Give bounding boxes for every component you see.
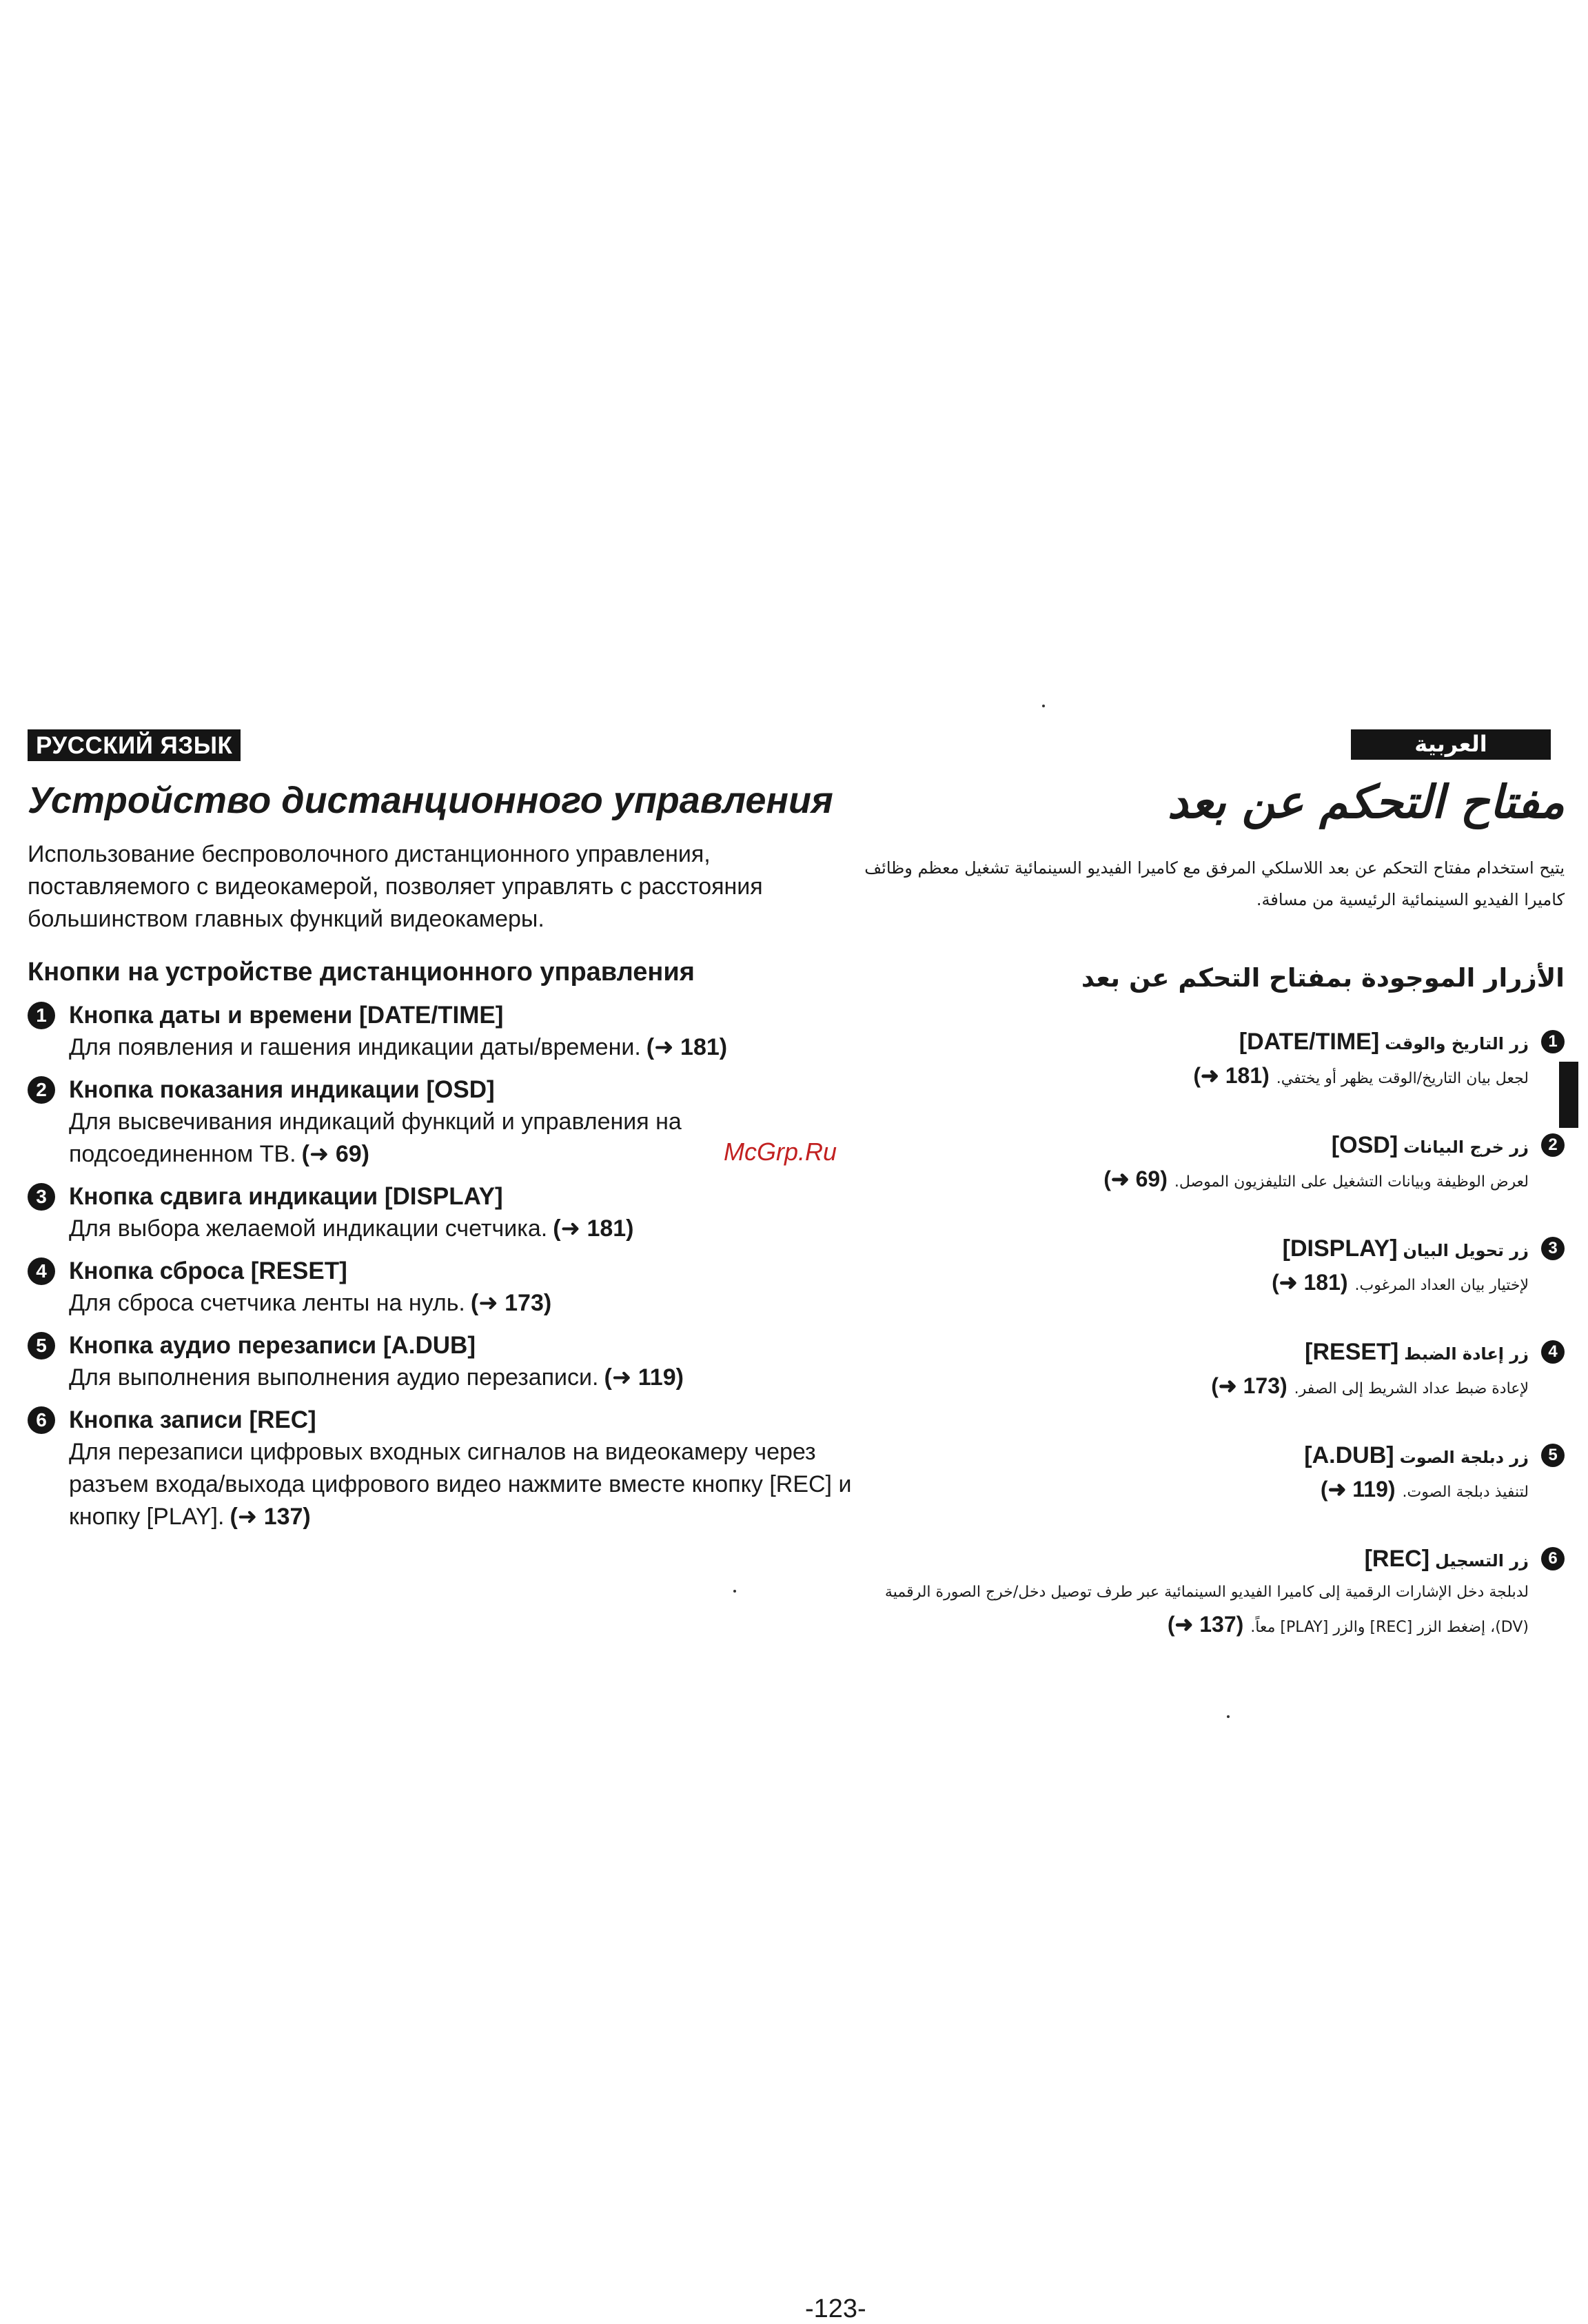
ar-item-desc-text: لإعادة ضبط عداد الشريط إلى الصفر. — [1294, 1380, 1529, 1397]
page-reference: (➜ 181) — [553, 1215, 634, 1242]
ru-item-desc-text: Для перезаписи цифровых входных сигналов на видеокамеру через разъем входа/выхода цифрового видео нажмите вместе кнопку [REC] и кнопку [PLAY]. — [69, 1439, 852, 1530]
arabic-section-heading: الأزرار الموجودة بمفتاح التحكم عن بعد — [1081, 963, 1565, 993]
ru-item-desc-text: Для высвечивания индикаций функций и управления на подсоединенном ТВ. — [69, 1109, 682, 1167]
ar-item-description — [862, 1266, 1529, 1302]
button-tag: [A.DUB] — [1304, 1442, 1394, 1468]
ar-item-title — [862, 1233, 1529, 1266]
ru-item-description — [69, 1287, 855, 1320]
ru-item-desc-text: Для выполнения выполнения аудио перезаписи. — [69, 1364, 599, 1391]
arabic-page-title: مفتاح التحكم عن بعد — [1167, 775, 1565, 829]
page-reference: (➜ 119) — [604, 1364, 684, 1391]
ru-item-description — [69, 1031, 855, 1064]
russian-button-list — [28, 999, 855, 1533]
number-badge: 2 — [28, 1076, 55, 1104]
ar-item-desc-text: لجعل بيان التاريخ/الوقت يظهر أو يختفي. — [1276, 1070, 1529, 1087]
ar-item-desc-text: لعرض الوظيفة وبيانات التشغيل على التليفزيون الموصل. — [1174, 1173, 1529, 1191]
ar-item-date-time — [862, 1026, 1565, 1095]
button-tag: [RESET] — [1305, 1339, 1399, 1365]
arabic-column — [862, 729, 1565, 1678]
ar-item-description — [862, 1473, 1529, 1508]
russian-intro: Использование беспроволочного дистанционного управления, поставляемого с видеокамерой, позволяет управлять с расстояния большинством главных функций видеокамеры. — [28, 841, 763, 932]
ar-item-title — [862, 1439, 1529, 1473]
number-badge: 4 — [28, 1257, 55, 1285]
ar-item-label: زر دبلجة الصوت — [1399, 1448, 1529, 1467]
ru-item-rec — [28, 1404, 855, 1533]
ru-item-desc-text: Для выбора желаемой индикации счетчика. — [69, 1215, 548, 1242]
ar-item-label: زر تحويل البيان — [1403, 1241, 1529, 1260]
ru-item-title: Кнопка сброса [RESET] — [69, 1257, 347, 1284]
number-badge: 4 — [1541, 1340, 1565, 1364]
ru-item-desc-text: Для сброса счетчика ленты на нуль. — [69, 1290, 465, 1316]
print-speck — [1042, 705, 1045, 707]
ar-item-desc-text: لدبلجة دخل الإشارات الرقمية إلى كاميرا الفيديو السينمائية عبر طرف توصيل دخل/خرج الصورة الرقمية (DV)، إضغط الزر [REC] والزر [PLAY] معاً. — [884, 1584, 1529, 1636]
ar-item-label: زر خرج البيانات — [1403, 1138, 1529, 1157]
button-tag: [DISPLAY] — [1282, 1235, 1398, 1262]
number-badge: 2 — [1541, 1133, 1565, 1157]
ar-item-title — [862, 1129, 1529, 1163]
ar-item-a-dub — [862, 1439, 1565, 1508]
ru-item-a-dub — [28, 1329, 855, 1394]
ru-item-title: Кнопка аудио перезаписи [A.DUB] — [69, 1332, 476, 1359]
russian-page-title: Устройство дистанционного управления — [28, 780, 833, 821]
ar-item-label: زر إعادة الضبط — [1404, 1344, 1529, 1364]
ru-item-display — [28, 1180, 855, 1245]
button-tag: [DATE/TIME] — [1239, 1029, 1380, 1055]
russian-language-badge: РУССКИЙ ЯЗЫК — [28, 729, 241, 761]
button-tag: [OSD] — [1331, 1132, 1398, 1158]
ru-item-title: Кнопка записи [REC] — [69, 1406, 316, 1433]
page-reference: (➜ 119) — [1320, 1477, 1396, 1502]
ar-item-title — [862, 1543, 1529, 1577]
number-badge: 6 — [28, 1406, 55, 1434]
ru-item-description — [69, 1213, 855, 1245]
page-reference: (➜ 137) — [230, 1504, 311, 1530]
page-reference: (➜ 181) — [646, 1034, 728, 1060]
arabic-intro: يتيح استخدام مفتاح التحكم عن بعد اللاسلكي المرفق مع كاميرا الفيديو السينمائية تشغيل معظم وظائف كاميرا الفيديو السينمائية الرئيسية من مسافة. — [864, 858, 1565, 909]
ar-item-label: زر التاريخ والوقت — [1385, 1034, 1529, 1053]
ar-item-title — [862, 1026, 1529, 1060]
ar-item-label: زر التسجيل — [1435, 1551, 1529, 1570]
page-reference: (➜ 137) — [1167, 1612, 1244, 1637]
ar-item-reset — [862, 1336, 1565, 1405]
page-reference: (➜ 69) — [1103, 1166, 1168, 1191]
ru-item-date-time — [28, 999, 855, 1064]
ar-item-description — [862, 1163, 1529, 1198]
ar-item-title — [862, 1336, 1529, 1370]
ar-item-osd — [862, 1129, 1565, 1198]
button-tag: [REC] — [1364, 1546, 1430, 1572]
ar-item-description — [862, 1370, 1529, 1405]
thumb-index-tab — [1559, 1062, 1578, 1128]
page-reference: (➜ 173) — [470, 1290, 552, 1316]
ar-item-description — [862, 1577, 1529, 1644]
number-badge: 1 — [28, 1002, 55, 1029]
ar-item-description — [862, 1060, 1529, 1095]
number-badge: 5 — [28, 1332, 55, 1360]
arabic-language-badge: العربية — [1351, 729, 1551, 760]
ar-item-desc-text: لتنفيذ دبلجة الصوت. — [1402, 1484, 1529, 1501]
ru-item-title: Кнопка показания индикации [OSD] — [69, 1076, 495, 1103]
ar-item-desc-text: لإختيار بيان العداد المرغوب. — [1354, 1277, 1529, 1294]
ru-item-title: Кнопка даты и времени [DATE/TIME] — [69, 1002, 504, 1029]
page-reference: (➜ 181) — [1272, 1270, 1348, 1295]
number-badge: 6 — [1541, 1547, 1565, 1570]
page-reference: (➜ 69) — [301, 1141, 369, 1167]
number-badge: 5 — [1541, 1444, 1565, 1467]
ru-item-reset — [28, 1255, 855, 1320]
print-speck — [733, 1590, 736, 1593]
page-reference: (➜ 181) — [1193, 1063, 1270, 1088]
ru-item-desc-text: Для появления и гашения индикации даты/времени. — [69, 1034, 641, 1060]
ru-item-description — [69, 1436, 855, 1533]
ru-item-title: Кнопка сдвига индикации [DISPLAY] — [69, 1183, 503, 1210]
number-badge: 3 — [1541, 1237, 1565, 1260]
russian-section-heading: Кнопки на устройстве дистанционного управления — [28, 958, 695, 987]
ar-item-display — [862, 1233, 1565, 1302]
arabic-button-list — [862, 1026, 1558, 1644]
ar-item-rec — [862, 1543, 1565, 1644]
page-number: -123- — [805, 2294, 866, 2323]
watermark-text: McGrp.Ru — [724, 1138, 837, 1166]
number-badge: 1 — [1541, 1030, 1565, 1053]
print-speck — [1227, 1715, 1230, 1718]
ru-item-description — [69, 1362, 855, 1394]
russian-column — [28, 729, 855, 1543]
page-reference: (➜ 173) — [1211, 1373, 1287, 1398]
number-badge: 3 — [28, 1183, 55, 1211]
